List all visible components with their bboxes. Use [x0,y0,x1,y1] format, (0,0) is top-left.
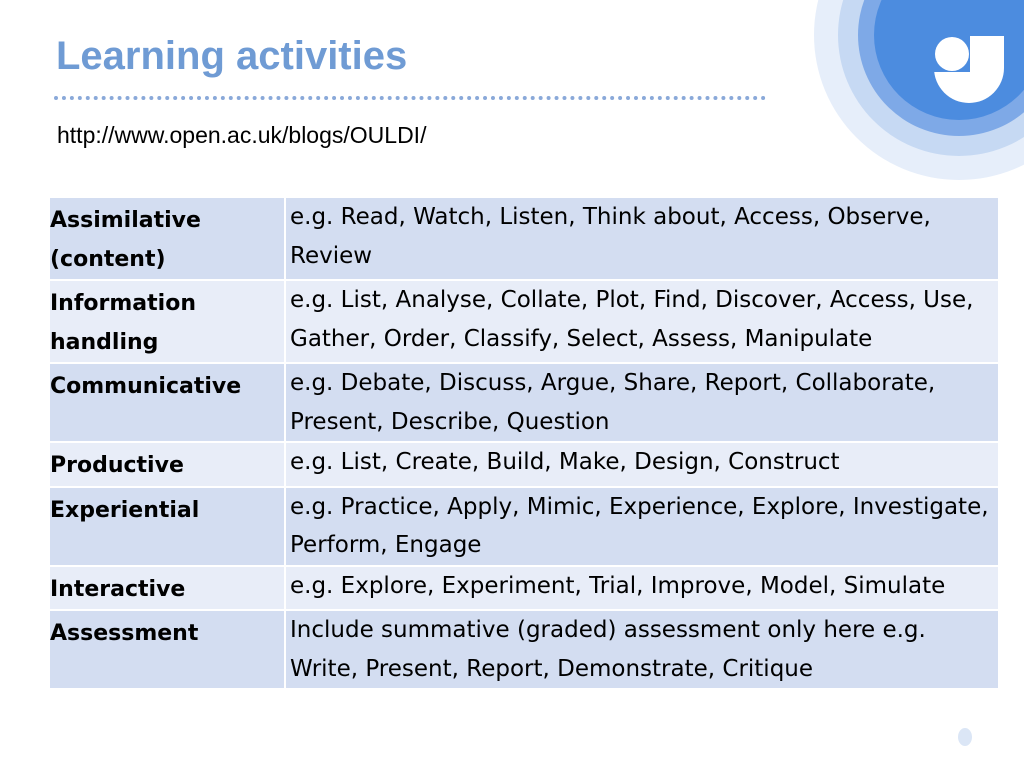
table-row [50,441,998,486]
activity-type [50,567,284,610]
activity-examples: Include summative (graded) assessment only here e.g. Write, Present, Report, Demonstrate, Critique [284,611,998,688]
activity-type [50,488,284,565]
activity-type-line: Communicative [50,374,242,399]
slide-title: Learning activities [56,34,408,78]
activity-type-line: Interactive [50,576,186,602]
activity-type [50,443,284,486]
activity-type-line: Productive [50,453,184,478]
activity-type [50,611,284,688]
activity-type [50,364,284,441]
activity-examples: e.g. List, Analyse, Collate, Plot, Find, Discover, Access, Use, Gather, Order, Classify, Select, Assess, Manipulate [284,281,998,362]
table-row [50,279,998,362]
activity-type-line: Assessment [50,621,199,646]
activity-type-line: Information [50,291,196,316]
activity-examples: e.g. Practice, Apply, Mimic, Experience, Explore, Investigate, Perform, Engage [284,488,998,565]
source-url: http://www.open.ac.uk/blogs/OULDI/ [57,122,427,148]
table-row [50,609,998,688]
activity-type-line: Experiential [50,497,200,523]
table-row [50,486,998,565]
table-row [50,565,998,610]
table-row [50,362,998,441]
activity-type-line: Assimilative [50,208,201,233]
activity-type [50,281,284,362]
activity-examples: e.g. Read, Watch, Listen, Think about, Access, Observe, Review [284,198,998,279]
activity-type [50,198,284,279]
open-university-logo-icon [800,0,1024,200]
activities-table [50,198,998,688]
activity-type-line: (content) [50,246,166,272]
ou-mark-icon [800,0,1024,200]
table-row [50,198,998,279]
activity-examples: e.g. Explore, Experiment, Trial, Improve, Model, Simulate [284,567,998,610]
activity-type-line: handling [50,329,159,355]
activity-examples: e.g. List, Create, Build, Make, Design, Construct [284,443,998,486]
activity-examples: e.g. Debate, Discuss, Argue, Share, Report, Collaborate, Present, Describe, Question [284,364,998,441]
page-number-badge [958,728,972,746]
title-dotted-divider [54,96,766,100]
